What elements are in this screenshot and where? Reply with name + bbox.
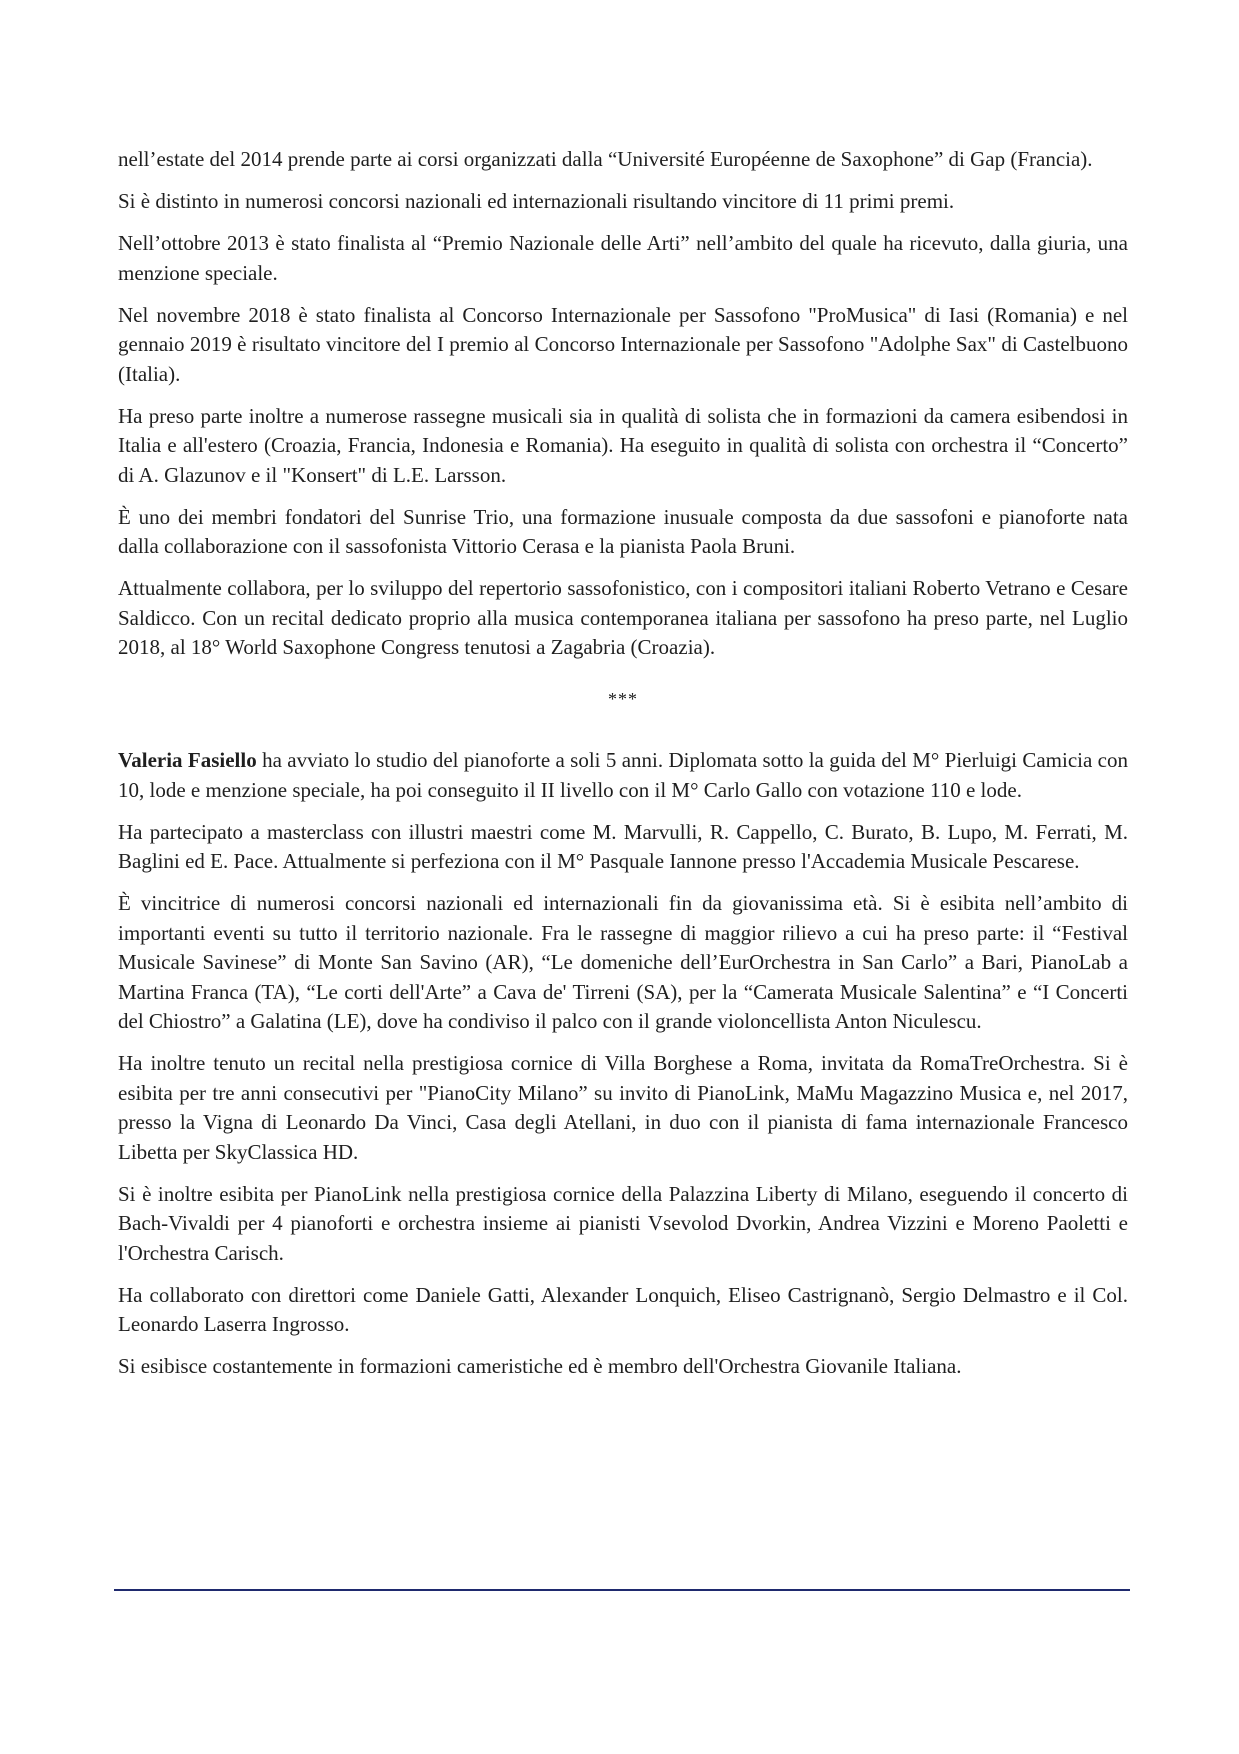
paragraph-masterclass: Ha partecipato a masterclass con illustri maestri come M. Marvulli, R. Cappello, C. Burato, B. Lupo, M. Ferrati, M. Baglini ed E. Pace. Attualmente si perfeziona con il M° Pasquale Iannone presso l'Accademia Musicale Pescarese. [118,819,1128,873]
section-separator: *** [608,688,638,709]
footer-divider [114,1589,1130,1591]
performer-name: Valeria Fasiello [118,748,257,772]
paragraph-gap-courses: nell’estate del 2014 prende parte ai corsi organizzati dalla “Université Européenne de Saxophone” di Gap (Francia). [118,147,1093,171]
paragraph-sunrise-trio: È uno dei membri fondatori del Sunrise Trio, una formazione inusuale composta da due sassofoni e pianoforte nata dalla collaborazione con il sassofonista Vittorio Cerasa e la pianista Paola Bruni. [118,504,1128,558]
paragraph-direttori: Ha collaborato con direttori come Daniele Gatti, Alexander Lonquich, Eliseo Castrignanò, Sergio Delmastro e il Col. Leonardo Laserra Ingrosso. [118,1282,1128,1336]
paragraph-recital: Ha inoltre tenuto un recital nella prestigiosa cornice di Villa Borghese a Roma, invitata da RomaTreOrchestra. Si è esibita per tre anni consecutivi per "PianoCity Milano” su invito di PianoLink, MaMu Magazzino Musica e, nel 2017, presso la Vigna di Leonardo Da Vinci, Casa degli Atellani, in duo con il pianista di fama internazionale Francesco Libetta per SkyClassica HD. [118,1051,1128,1164]
paragraph-concorsi: È vincitrice di numerosi concorsi nazionali ed internazionali fin da giovanissima età. Si è esibita nell’ambito di importanti eventi su tutto il territorio nazionale. Fra le rassegne di maggior rilievo a cui ha preso parte: il “Festival Musicale Savinese” di Monte San Savino (AR), “Le domeniche dell’EurOrchestra in San Carlo” a Bari, PianoLab a Martina Franca (TA), “Le corti dell'Arte” a Cava de' Tirreni (SA), per la “Camerata Musicale Salentina” e “I Concerti del Chiostro” a Galatina (LE), dove ha condiviso il palco con il grande violoncellista Anton Niculescu. [118,891,1128,1033]
paragraph-pianolink: Si è inoltre esibita per PianoLink nella prestigiosa cornice della Palazzina Liberty di Milano, eseguendo il concerto di Bach-Vivaldi per 4 pianoforti e orchestra insieme ai pianisti Vsevolod Dvorkin, Andrea Vizzini e Moreno Paoletti e l'Orchestra Carisch. [118,1181,1128,1265]
paragraph-promusica: Nel novembre 2018 è stato finalista al Concorso Internazionale per Sassofono "ProMusica" di Iasi (Romania) e nel gennaio 2019 è risultato vincitore del I premio al Concorso Internazionale per Sassofono "Adolphe Sax" di Castelbuono (Italia). [118,302,1128,386]
paragraph-fasiello-intro [118,746,1128,805]
paragraph-orchestra: Si esibisce costantemente in formazioni cameristiche ed è membro dell'Orchestra Giovanile Italiana. [118,1354,962,1378]
paragraph-premio-arti: Nell’ottobre 2013 è stato finalista al “Premio Nazionale delle Arti” nell’ambito del quale ha ricevuto, dalla giuria, una menzione speciale. [118,231,1128,285]
paragraph-rassegne: Ha preso parte inoltre a numerose rassegne musicali sia in qualità di solista che in formazioni da camera esibendosi in Italia e all'estero (Croazia, Francia, Indonesia e Romania). Ha eseguito in qualità di solista con orchestra il “Concerto” di A. Glazunov e il "Konsert" di L.E. Larsson. [118,403,1128,487]
intro-text: ha avviato lo studio del pianoforte a soli 5 anni. Diplomata sotto la guida del M° Pierluigi Camicia con 10, lode e menzione speciale, ha poi conseguito il II livello con il M° Carlo Gallo con votazione 110 e lode. [118,748,1128,802]
document-body [118,145,1128,1394]
paragraph-collaborazioni: Attualmente collabora, per lo sviluppo del repertorio sassofonistico, con i compositori italiani Roberto Vetrano e Cesare Saldicco. Con un recital dedicato proprio alla musica contemporanea italiana per sassofono ha preso parte, nel Luglio 2018, al 18° World Saxophone Congress tenutosi a Zagabria (Croazia). [118,576,1128,659]
paragraph-competitions: Si è distinto in numerosi concorsi nazionali ed internazionali risultando vincitore di 11 primi premi. [118,189,955,213]
